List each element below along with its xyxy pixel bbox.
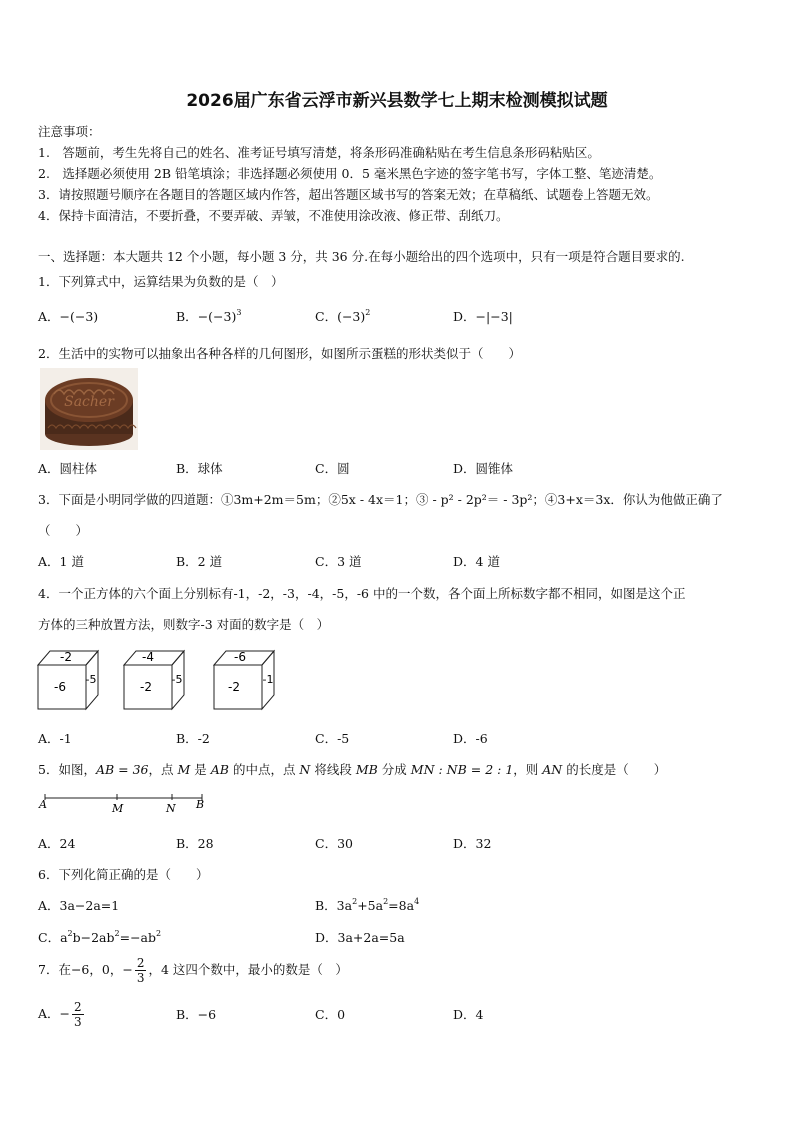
q1-option-d: D．−|−3| <box>453 309 513 324</box>
q2-option-c: C．圆 <box>315 461 350 476</box>
cake-label: Sacher <box>64 394 114 410</box>
q1-stem: 1．下列算式中，运算结果为负数的是（ ） <box>38 274 284 289</box>
q5-stem: 5．如图，AB = 36，点 M 是 AB 的中点，点 N 将线段 MB 分成 MN : NB = 2 : 1，则 AN 的长度是（ ） <box>38 762 667 777</box>
q3-option-c: C．3 道 <box>315 554 362 569</box>
q4-option-d: D．-6 <box>453 731 488 746</box>
point-n-label: N <box>166 802 176 815</box>
cube-1-front: -6 <box>54 680 66 694</box>
fraction: $\frac{2}{3}$ <box>136 956 145 985</box>
q5-option-c: C．30 <box>315 836 353 851</box>
section-heading: 一、选择题：本大题共 12 个小题，每小题 3 分，共 36 分.在每小题给出的四个选项中，只有一项是符合题目要求的. <box>38 249 685 264</box>
q1-option-b: B．$-(-3)^3$ <box>176 308 242 324</box>
q1-option-c: C．$(-3)^2$ <box>315 308 371 324</box>
cube-2-top: -4 <box>142 650 154 664</box>
notice-heading: 注意事项： <box>38 124 101 139</box>
q5-option-d: D．32 <box>453 836 492 851</box>
notice-item: 1. 答题前，考生先将自己的姓名、准考证号填写清楚，将条形码准确粘贴在考生信息条形码粘贴区。 <box>38 145 600 160</box>
cube-3-top: -6 <box>234 650 246 664</box>
point-m-label: M <box>112 802 124 815</box>
q2-option-b: B．球体 <box>176 461 223 476</box>
q6-option-c: C．$a^2b-2ab^2=-ab^2$ <box>38 929 162 945</box>
q7-option-a: A．− $\frac{2}{3}$ <box>38 1000 82 1029</box>
q4-option-a: A．-1 <box>38 731 72 746</box>
cube-1-top: -2 <box>60 650 72 664</box>
q5-option-b: B．28 <box>176 836 214 851</box>
q3-stem-cont: （ ） <box>38 523 89 538</box>
q7-option-d: D．4 <box>453 1007 484 1022</box>
q5-option-a: A．24 <box>38 836 76 851</box>
cube-3-side: -1 <box>262 673 274 686</box>
q2-stem: 2．生活中的实物可以抽象出各种各样的几何图形，如图所示蛋糕的形状类似于（ ） <box>38 346 521 361</box>
q7-stem: 7．在−6，0，− $\frac{2}{3}$ ，4 这四个数中，最小的数是（ ） <box>38 956 348 985</box>
q6-option-d: D．3a+2a=5a <box>315 930 405 945</box>
point-a-label: A <box>39 798 47 811</box>
q3-option-b: B．2 道 <box>176 554 223 569</box>
cube-figures <box>36 645 286 715</box>
cake-image <box>40 368 138 450</box>
q7-option-c: C．0 <box>315 1007 346 1022</box>
q6-option-b: B．$3a^2+5a^2=8a^4$ <box>315 897 420 913</box>
notice-item: 4．保持卡面清洁，不要折叠，不要弄破、弄皱，不准使用涂改液、修正带、刮纸刀。 <box>38 208 509 223</box>
q2-option-d: D．圆锥体 <box>453 461 514 476</box>
q4-stem: 4．一个正方体的六个面上分别标有-1，-2，-3，-4，-5，-6 中的一个数，各个面上所标数字都不相同，如图是这个正 <box>38 586 686 601</box>
q3-option-d: D．4 道 <box>453 554 500 569</box>
q3-stem: 3．下面是小明同学做的四道题：①3m+2m＝5m；②5x - 4x＝1；③ - p² - 2p²＝ - 3p²；④3+x＝3x．你认为他做正确了 <box>38 492 723 507</box>
q1-option-a: A．−(−3) <box>38 309 99 324</box>
q6-option-a: A．3a−2a=1 <box>38 898 120 913</box>
q4-option-b: B．-2 <box>176 731 210 746</box>
notice-item: 2. 选择题必须使用 2B 铅笔填涂；非选择题必须使用 0．5 毫米黑色字迹的签字笔书写，字体工整、笔迹清楚。 <box>38 166 662 181</box>
cube-1-side: -5 <box>85 673 97 686</box>
q3-option-a: A．1 道 <box>38 554 84 569</box>
q4-stem-cont: 方体的三种放置方法，则数字-3 对面的数字是（ ） <box>38 617 330 632</box>
point-b-label: B <box>196 798 205 811</box>
q2-option-a: A．圆柱体 <box>38 461 98 476</box>
notice-item: 3．请按照题号顺序在各题目的答题区域内作答，超出答题区域书写的答案无效；在草稿纸、试题卷上答题无效。 <box>38 187 659 202</box>
segment-figure <box>36 792 211 820</box>
cube-3-front: -2 <box>228 680 240 694</box>
fraction: $\frac{2}{3}$ <box>74 1000 82 1029</box>
page-title: 2026届广东省云浮市新兴县数学七上期末检测模拟试题 <box>186 91 608 111</box>
q4-option-c: C．-5 <box>315 731 350 746</box>
q7-option-b: B．−6 <box>176 1007 217 1022</box>
cube-2-front: -2 <box>140 680 152 694</box>
cube-2-side: -5 <box>171 673 183 686</box>
q6-stem: 6．下列化简正确的是（ ） <box>38 867 209 882</box>
